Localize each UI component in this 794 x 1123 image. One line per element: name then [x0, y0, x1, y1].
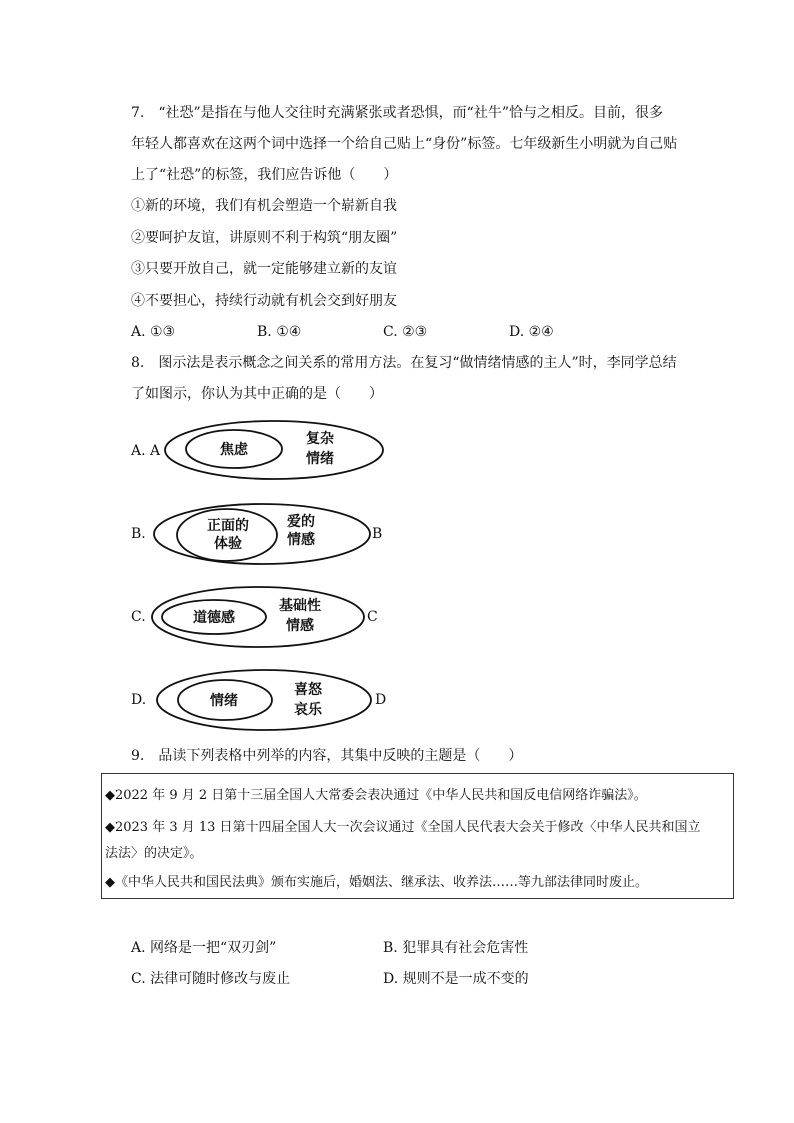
q9-option-d: D. 规则不是一成不变的 — [383, 971, 529, 987]
q7-stem-line-2: 年轻人都喜欢在这两个词中选择一个给自己贴上“身份”标签。七年级新生小明就为自己贴 — [131, 136, 678, 152]
outer-label-1: 复杂 — [306, 431, 334, 447]
outer-label-2: 情感 — [287, 532, 315, 548]
outer-label-1: 喜怒 — [294, 682, 322, 698]
q7-statement-2: ②要呵护友谊，讲原则不利于构筑“朋友圈” — [131, 230, 398, 246]
q9-table-line-1: ◆2022 年 9 月 2 日第十三届全国人大常委会表决通过《中华人民共和国反电信网络诈骗法》。 — [105, 788, 647, 803]
q9-table-line-2: ◆2023 年 3 月 13 日第十四届全国人大一次会议通过《全国人民代表大会关于修改〈中华人民共和国立 — [105, 820, 701, 835]
q7-option-c: C. ②③ — [383, 324, 428, 340]
diagram-c-prefix: C. — [131, 609, 146, 625]
diagram-a-prefix: A. A — [131, 443, 161, 459]
inner-label-2: 体验 — [214, 536, 242, 552]
outer-label-2: 情感 — [286, 618, 314, 634]
outer-label-2: 情绪 — [306, 451, 334, 467]
diagram-b-suffix: B — [372, 526, 383, 542]
q9-table-line-3: 法法〉的决定》。 — [105, 846, 203, 861]
q8-diagram-a — [0, 415, 794, 485]
diagram-d-prefix: D. — [131, 692, 147, 708]
q7-option-b: B. ①④ — [257, 324, 302, 340]
outer-label-2: 哀乐 — [294, 702, 322, 718]
diagram-a-venn — [0, 415, 794, 485]
q9-stem: 9. 品读下列表格中列举的内容，其集中反映的主题是（ ） — [131, 748, 523, 764]
diagram-d-venn — [0, 667, 794, 735]
q9-option-a: A. 网络是一把“双刃剑” — [131, 940, 277, 956]
inner-label-1: 正面的 — [207, 518, 249, 534]
q9-option-b: B. 犯罪具有社会危害性 — [383, 940, 529, 956]
inner-label: 情绪 — [210, 693, 238, 709]
outer-ellipse — [152, 587, 364, 647]
outer-ellipse — [154, 504, 370, 564]
diagram-d-suffix: D — [375, 692, 387, 708]
outer-ellipse — [165, 421, 383, 479]
q8-stem-line-1: 8. 图示法是表示概念之间关系的常用方法。在复习“做情绪情感的主人”时，李同学总结 — [131, 355, 677, 371]
q7-stem-line-1: 7. “社恐”是指在与他人交往时充满紧张或者恐惧，而“社牛”恰与之相反。目前，很多 — [131, 105, 663, 121]
q7-statement-3: ③只要开放自己，就一定能够建立新的友谊 — [131, 261, 397, 277]
inner-label: 道德感 — [193, 610, 235, 626]
q7-option-d: D. ②④ — [509, 324, 554, 340]
q8-stem-line-2: 了如图示，你认为其中正确的是（ ） — [131, 386, 383, 402]
inner-ellipse — [177, 509, 277, 561]
q7-stem-line-3: 上了“社恐”的标签，我们应告诉他（ ） — [131, 167, 398, 183]
diagram-c-venn — [0, 582, 794, 652]
diagram-b-venn — [0, 498, 794, 570]
q9-table-line-4: ◆《中华人民共和国民法典》颁布实施后，婚姻法、继承法、收养法……等九部法律同时废止。 — [105, 875, 648, 890]
q9-material-table — [101, 773, 734, 899]
q7-option-a: A. ①③ — [131, 324, 176, 340]
outer-label-1: 爱的 — [287, 514, 315, 530]
q8-diagram-d — [0, 667, 794, 735]
diagram-c-suffix: C — [367, 609, 378, 625]
q8-diagram-b — [0, 498, 794, 570]
outer-ellipse — [157, 670, 371, 730]
q9-option-c: C. 法律可随时修改与废止 — [131, 971, 291, 987]
q7-statement-4: ④不要担心，持续行动就有机会交到好朋友 — [131, 293, 397, 309]
diagram-b-prefix: B. — [131, 526, 146, 542]
q8-diagram-c — [0, 582, 794, 652]
q7-statement-1: ①新的环境，我们有机会塑造一个崭新自我 — [131, 198, 397, 214]
inner-label: 焦虑 — [220, 442, 248, 458]
outer-label-1: 基础性 — [279, 598, 321, 614]
